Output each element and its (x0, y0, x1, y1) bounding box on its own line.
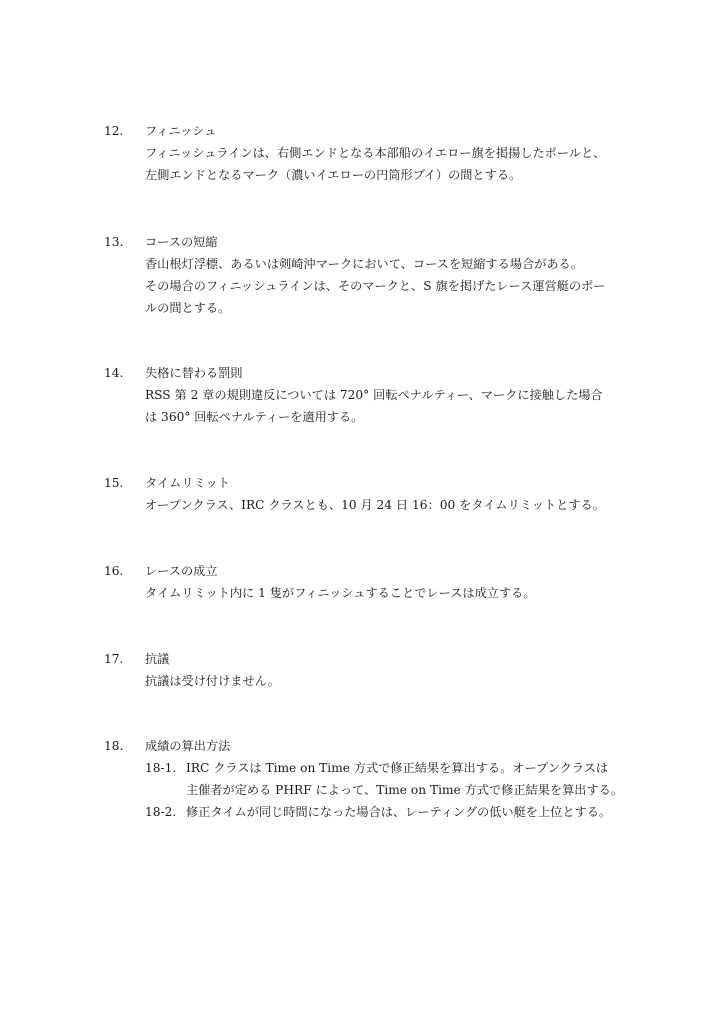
section-number: 12. (104, 124, 124, 138)
section-title: レースの成立 (145, 564, 218, 578)
body-line: 左側エンドとなるマーク（濃いイエローの円筒形ブイ）の間とする。 (145, 168, 522, 182)
section-body (145, 142, 644, 186)
body-line: は 360° 回転ペナルティーを適用する。 (145, 410, 364, 424)
subsection-text: 修正タイムが同じ時間になった場合は、レーティングの低い艇を上位とする。 (186, 805, 612, 819)
section-title: コースの短縮 (145, 235, 218, 249)
section-title: 失格に替わる罰則 (145, 366, 243, 380)
subsection-18-1 (145, 757, 644, 779)
section-body (145, 582, 644, 604)
section-number: 18. (104, 739, 124, 753)
body-line: 香山根灯浮標、あるいは剣崎沖マークにおいて、コースを短縮する場合がある。 (145, 257, 583, 271)
subsection-18-2 (145, 801, 644, 823)
section-body (145, 253, 644, 319)
section-number: 17. (104, 652, 124, 666)
section-body (145, 384, 644, 428)
section-title: タイムリミット (145, 476, 230, 490)
section-body (145, 494, 644, 516)
subsection-continuation: 主催者が定める PHRF によって、Time on Time 方式で修正結果を算出する。 (186, 783, 624, 797)
subsection-number: 18-2. (145, 805, 177, 819)
body-line: その場合のフィニッシュラインは、そのマークと、S 旗を掲げたレース運営艇のポー (145, 279, 606, 293)
subsection-number: 18-1. (145, 761, 177, 775)
section-number: 14. (104, 366, 124, 380)
body-line: タイムリミット内に 1 隻がフィニッシュすることでレースは成立する。 (145, 586, 536, 600)
section-number: 15. (104, 476, 124, 490)
section-number: 13. (104, 235, 124, 249)
section-body (145, 670, 644, 692)
section-body (145, 757, 644, 823)
section-title: 抗議 (145, 652, 170, 666)
section-title: フィニッシュ (145, 124, 217, 138)
body-line: RSS 第 2 章の規則違反については 720° 回転ペナルティー、マークに接触した場合 (145, 388, 603, 402)
section-number: 16. (104, 564, 124, 578)
section-title: 成績の算出方法 (145, 739, 231, 753)
body-line: オープンクラス、IRC クラスとも、10 月 24 日 16：00 をタイムリミットとする。 (145, 498, 605, 512)
body-line: フィニッシュラインは、右側エンドとなる本部船のイエロー旗を掲揚したポールと、 (145, 146, 606, 160)
body-line: 抗議は受け付けません。 (145, 674, 280, 688)
body-line: ルの間とする。 (145, 301, 231, 315)
subsection-text: IRC クラスは Time on Time 方式で修正結果を算出する。オープンクラスは (186, 761, 609, 775)
